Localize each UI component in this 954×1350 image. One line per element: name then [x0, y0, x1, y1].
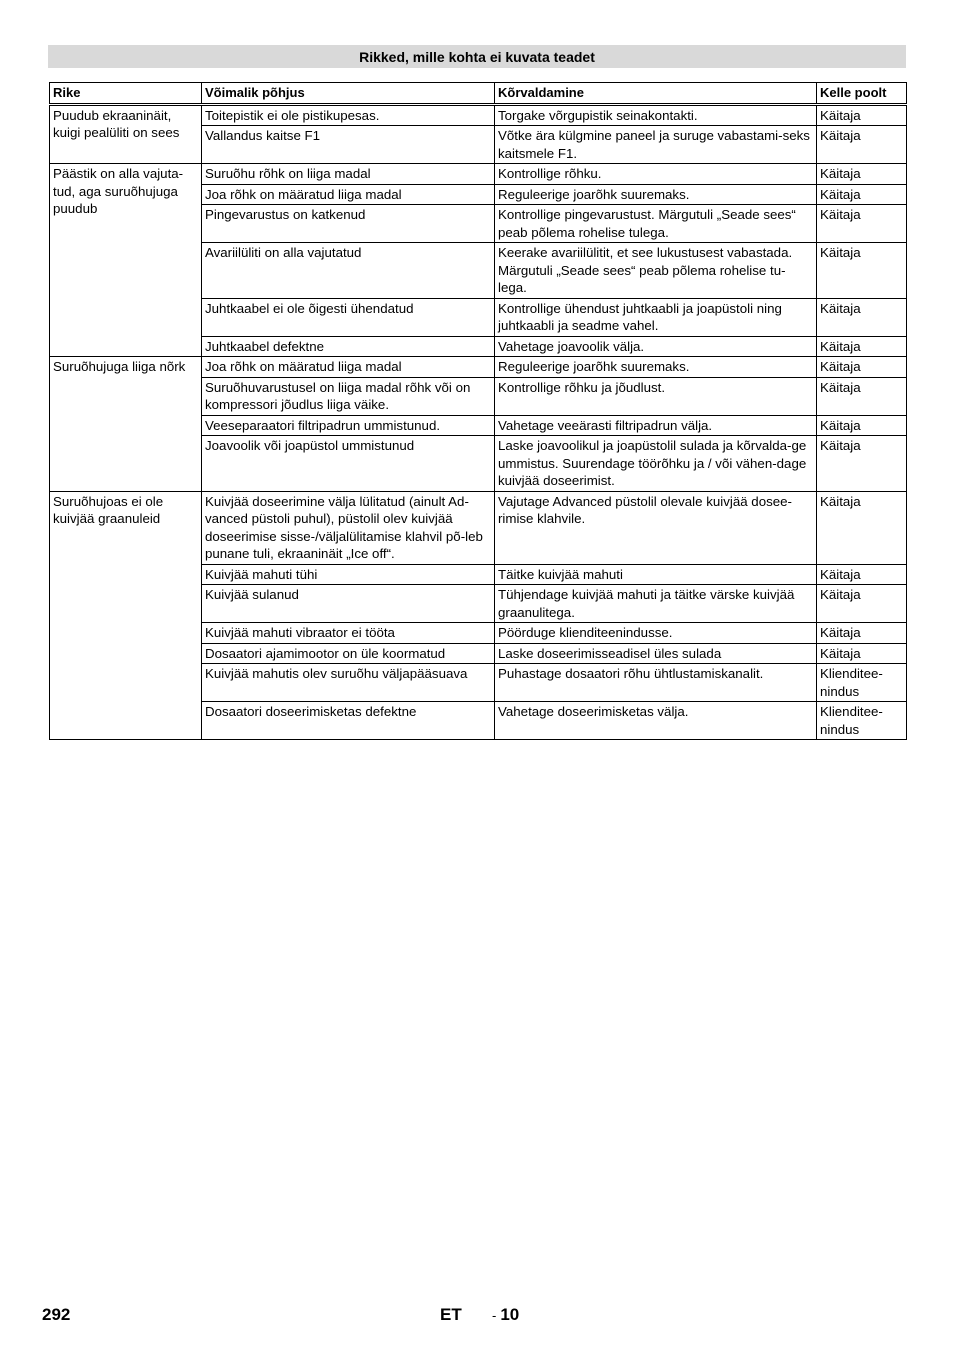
remedy-cell: Laske doseerimisseadisel üles sulada — [495, 643, 817, 664]
sub-page-dash: - — [492, 1308, 497, 1323]
remedy-cell: Täitke kuivjää mahuti — [495, 564, 817, 585]
responsible-cell: Käitaja — [817, 623, 907, 644]
remedy-cell: Kontrollige rõhku. — [495, 164, 817, 185]
fault-cell: Suruõhujoas ei ole kuivjää graanuleid — [50, 491, 202, 740]
cause-cell: Kuivjää sulanud — [202, 585, 495, 623]
responsible-cell: Käitaja — [817, 377, 907, 415]
responsible-cell: Klienditee-nindus — [817, 664, 907, 702]
remedy-cell: Laske joavoolikul ja joapüstolil sulada ja kõrvalda-ge ummistus. Suurendage töörõhku ja / või vähen-dage kuivjää doseerimist. — [495, 436, 817, 492]
remedy-cell: Reguleerige joarõhk suuremaks. — [495, 357, 817, 378]
cause-cell: Vallandus kaitse F1 — [202, 126, 495, 164]
header-cause: Võimalik põhjus — [202, 83, 495, 105]
responsible-cell: Käitaja — [817, 357, 907, 378]
fault-table — [49, 82, 907, 740]
cause-cell: Joa rõhk on määratud liiga madal — [202, 184, 495, 205]
cause-cell: Kuivjää mahuti vibraator ei tööta — [202, 623, 495, 644]
fault-cell: Puudub ekraaninäit, kuigi pealüliti on sees — [50, 104, 202, 164]
cause-cell: Joavoolik või joapüstol ummistunud — [202, 436, 495, 492]
responsible-cell: Käitaja — [817, 164, 907, 185]
page-number: 292 — [42, 1305, 71, 1324]
responsible-cell: Käitaja — [817, 205, 907, 243]
header-fault: Rike — [50, 83, 202, 105]
table-row — [50, 357, 907, 378]
remedy-cell: Keerake avariilülitit, et see lukustusest vabastada. Märgutuli „Seade sees“ peab põlema rohelise tu-lega. — [495, 243, 817, 299]
responsible-cell: Käitaja — [817, 564, 907, 585]
cause-cell: Kuivjää doseerimine välja lülitatud (ainult Ad-vanced püstoli puhul), püstolil olev kuivjää doseerimise sisse-/väljalülitamise klahvil põ-leb punane tuli, ekraaninäit „Ice off“. — [202, 491, 495, 564]
table-row — [50, 491, 907, 564]
responsible-cell: Käitaja — [817, 436, 907, 492]
language-code: ET — [440, 1305, 462, 1324]
section-title: Rikked, mille kohta ei kuvata teadet — [48, 45, 906, 68]
remedy-cell: Vajutage Advanced püstolil olevale kuivjää dosee-rimise klahvile. — [495, 491, 817, 564]
sub-page — [492, 1305, 519, 1325]
responsible-cell: Käitaja — [817, 491, 907, 564]
responsible-cell: Käitaja — [817, 243, 907, 299]
remedy-cell: Kontrollige rõhku ja jõudlust. — [495, 377, 817, 415]
cause-cell: Juhtkaabel ei ole õigesti ühendatud — [202, 298, 495, 336]
table-header-row — [50, 83, 907, 105]
remedy-cell: Kontrollige ühendust juhtkaabli ja joapüstoli ning juhtkaabli ja seadme vahel. — [495, 298, 817, 336]
fault-cell: Päästik on alla vajuta-tud, aga suruõhujuga puudub — [50, 164, 202, 357]
cause-cell: Pingevarustus on katkenud — [202, 205, 495, 243]
responsible-cell: Käitaja — [817, 126, 907, 164]
cause-cell: Suruõhuvarustusel on liiga madal rõhk või on kompressori jõudlus liiga väike. — [202, 377, 495, 415]
responsible-cell: Käitaja — [817, 184, 907, 205]
responsible-cell: Käitaja — [817, 298, 907, 336]
table-body — [50, 104, 907, 740]
cause-cell: Toitepistik ei ole pistikupesas. — [202, 104, 495, 126]
sub-page-number: 10 — [500, 1305, 520, 1324]
cause-cell: Juhtkaabel defektne — [202, 336, 495, 357]
responsible-cell: Käitaja — [817, 643, 907, 664]
cause-cell: Kuivjää mahuti tühi — [202, 564, 495, 585]
remedy-cell: Vahetage joavoolik välja. — [495, 336, 817, 357]
fault-cell: Suruõhujuga liiga nõrk — [50, 357, 202, 492]
cause-cell: Dosaatori ajamimootor on üle koormatud — [202, 643, 495, 664]
remedy-cell: Reguleerige joarõhk suuremaks. — [495, 184, 817, 205]
remedy-cell: Võtke ära külgmine paneel ja suruge vabastami-seks kaitsmele F1. — [495, 126, 817, 164]
remedy-cell: Vahetage doseerimisketas välja. — [495, 702, 817, 740]
responsible-cell: Käitaja — [817, 104, 907, 126]
responsible-cell: Käitaja — [817, 336, 907, 357]
remedy-cell: Pöörduge klienditeenindusse. — [495, 623, 817, 644]
cause-cell: Dosaatori doseerimisketas defektne — [202, 702, 495, 740]
remedy-cell: Torgake võrgupistik seinakontakti. — [495, 104, 817, 126]
table-row — [50, 104, 907, 126]
remedy-cell: Puhastage dosaatori rõhu ühtlustamiskanalit. — [495, 664, 817, 702]
responsible-cell: Käitaja — [817, 415, 907, 436]
cause-cell: Joa rõhk on määratud liiga madal — [202, 357, 495, 378]
cause-cell: Avariilüliti on alla vajutatud — [202, 243, 495, 299]
cause-cell: Suruõhu rõhk on liiga madal — [202, 164, 495, 185]
table-row — [50, 164, 907, 185]
header-remedy: Kõrvaldamine — [495, 83, 817, 105]
responsible-cell: Klienditee-nindus — [817, 702, 907, 740]
responsible-cell: Käitaja — [817, 585, 907, 623]
cause-cell: Veeseparaatori filtripadrun ummistunud. — [202, 415, 495, 436]
remedy-cell: Vahetage veeärasti filtripadrun välja. — [495, 415, 817, 436]
cause-cell: Kuivjää mahutis olev suruõhu väljapääsuava — [202, 664, 495, 702]
remedy-cell: Kontrollige pingevarustust. Märgutuli „Seade sees“ peab põlema rohelise tulega. — [495, 205, 817, 243]
remedy-cell: Tühjendage kuivjää mahuti ja täitke värske kuivjää graanulitega. — [495, 585, 817, 623]
header-responsible: Kelle poolt — [817, 83, 907, 105]
